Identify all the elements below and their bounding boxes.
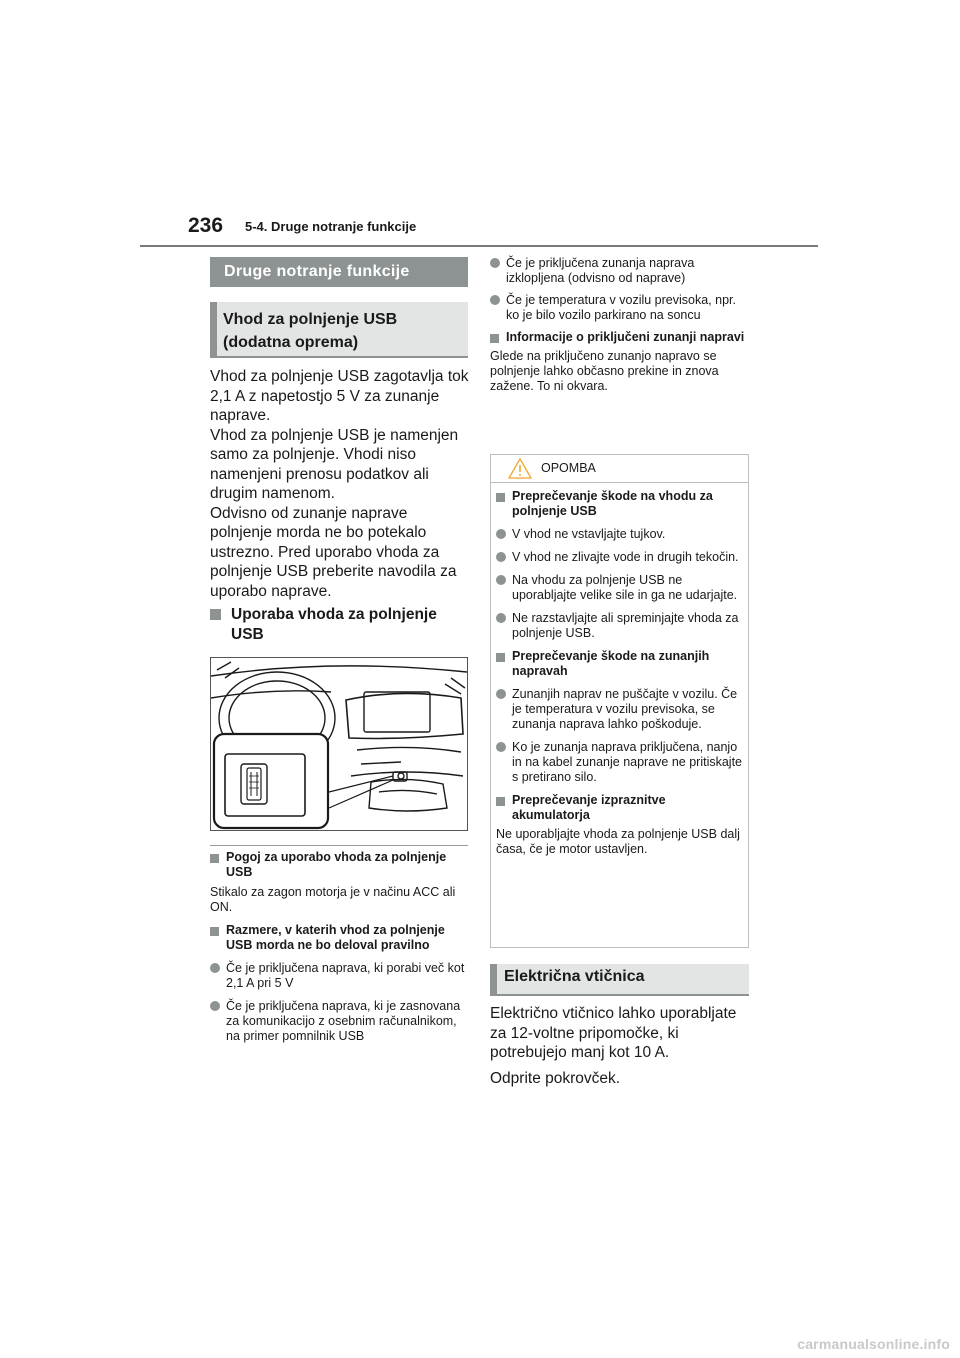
list-item [496,611,742,641]
notice-group-heading [496,489,742,519]
usb-info-heading [490,330,752,345]
section-title: Druge notranje funkcije [210,257,468,287]
usb-intro [210,367,472,601]
usb-intro-paragraph: Vhod za polnjenje USB je namenjen samo za polnjenje. Vhodi niso namenjeni prenosu podatkov ali drugim namenom. [210,426,459,502]
list-item [210,999,468,1044]
usb-notes-right [490,256,752,394]
list-item [496,550,742,565]
list-item-text: Če je priključena zunanja naprava izklopljena (odvisno od naprave) [506,256,695,285]
usb-condition-text: Stikalo za zagon motorja je v načinu ACC ali ON. [210,885,456,914]
circle-bullet-icon [496,689,506,699]
usb-heading-line1: Vhod za polnjenje USB [223,311,398,328]
notice-title: OPOMBA [541,461,596,475]
socket-section-heading: Električna vtičnica [490,964,749,996]
list-item [496,740,742,785]
socket-paragraph: Električno vtičnico lahko uporabljate za 12-voltne pripomočke, ki potrebujejo manj kot 10 A. [490,1005,737,1061]
list-item-text: V vhod ne vstavljajte tujkov. [512,527,666,541]
page-number: 236 [188,214,224,237]
usb-notes-left [210,850,468,1052]
notice-group-heading [496,649,742,679]
header-divider [140,245,818,247]
list-item [496,527,742,542]
usb-usage-heading-text: Uporaba vhoda za polnjenje USB [231,606,437,643]
list-item [490,256,752,286]
square-bullet-icon [496,653,505,662]
usb-intro-paragraph: Odvisno od zunanje naprave polnjenje morda ne bo potekalo ustrezno. Pred uporabo vhoda za polnjenje USB preberite navodila za uporabo naprave. [210,504,457,600]
list-item-text: Če je priključena naprava, ki porabi več kot 2,1 A pri 5 V [226,961,465,990]
circle-bullet-icon [210,1001,220,1011]
notice-group-heading [496,793,742,823]
list-item [490,293,752,323]
list-item-text: Ko je zunanja naprava priključena, nanjo in na kabel zunanje naprave ne pritiskajte s pretirano silo. [512,740,743,784]
notice-group-heading-text: Preprečevanje škode na vhodu za polnjenje USB [512,489,713,518]
chapter-title: 5-4. Druge notranje funkcije [245,219,417,234]
footer-watermark: carmanualsonline.info [797,1336,950,1352]
circle-bullet-icon [490,258,500,268]
circle-bullet-icon [210,963,220,973]
list-item-text: Če je temperatura v vozilu previsoka, npr. ko je bilo vozilo parkirano na soncu [506,293,736,322]
notice-group-heading-text: Preprečevanje škode na zunanjih napravah [512,649,710,678]
usb-malfunction-heading [210,923,468,953]
usb-port-illustration [210,657,468,831]
list-item-text: Če je priključena naprava, ki je zasnovana za komunikacijo z osebnim računalnikom, na primer pomnilnik USB [226,999,461,1043]
usb-intro-paragraph: Vhod za polnjenje USB zagotavlja tok 2,1 A z napetostjo 5 V za zunanje naprave. [210,368,469,424]
circle-bullet-icon [496,552,506,562]
notice-box [490,454,749,948]
circle-bullet-icon [496,742,506,752]
square-bullet-icon [210,609,221,620]
usb-section-heading [210,302,468,358]
list-item-text: Na vhodu za polnjenje USB ne uporabljajte velike sile in ga ne udarjajte. [512,573,738,602]
square-bullet-icon [490,334,499,343]
list-item-text: Ne razstavljajte ali spreminjajte vhoda za polnjenje USB. [512,611,739,640]
notice-body [496,489,742,857]
list-item [496,687,742,732]
notice-header [491,455,748,483]
square-bullet-icon [496,493,505,502]
usb-info-text: Glede na priključeno zunanjo napravo se polnjenje lahko občasno prekine in znova zažene. To ni okvara. [490,349,719,393]
section-divider [210,845,468,846]
square-bullet-icon [496,797,505,806]
usb-malfunction-heading-text: Razmere, v katerih vhod za polnjenje USB morda ne bo deloval pravilno [226,923,445,952]
usb-usage-heading [210,605,472,644]
circle-bullet-icon [490,295,500,305]
usb-condition-heading-text: Pogoj za uporabo vhoda za polnjenje USB [226,850,447,879]
circle-bullet-icon [496,529,506,539]
usb-info-heading-text: Informacije o priključeni zunanji napravi [506,330,745,344]
list-item [210,961,468,991]
circle-bullet-icon [496,613,506,623]
list-item-text: Zunanjih naprav ne puščajte v vozilu. Če je temperatura v vozilu previsoka, se zunanja naprava lahko poškoduje. [512,687,738,731]
square-bullet-icon [210,927,219,936]
list-item-text: V vhod ne zlivajte vode in drugih tekočin. [512,550,739,564]
usb-heading-line2: (dodatna oprema) [223,334,359,351]
notice-group-heading-text: Preprečevanje izpraznitve akumulatorja [512,793,666,822]
socket-text [490,1004,752,1094]
usb-condition-heading [210,850,468,880]
socket-paragraph: Odprite pokrovček. [490,1069,621,1087]
warning-triangle-icon [508,458,532,483]
square-bullet-icon [210,854,219,863]
notice-group-text: Ne uporabljajte vhoda za polnjenje USB dalj časa, če je motor ustavljen. [496,827,740,856]
list-item [496,573,742,603]
circle-bullet-icon [496,575,506,585]
